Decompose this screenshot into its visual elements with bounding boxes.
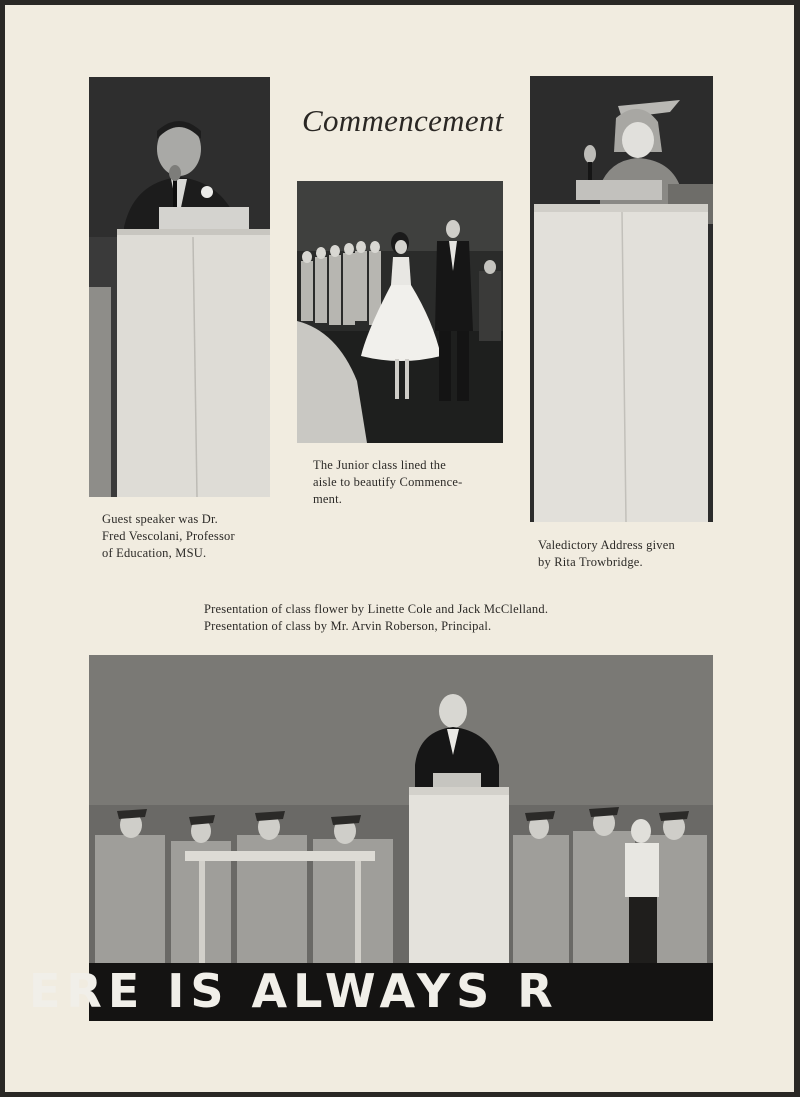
page-title: Commencement (302, 103, 504, 138)
junior-class-photo (297, 181, 503, 443)
caption-line: ment. (313, 492, 343, 506)
guest-speaker-photo (89, 77, 270, 497)
caption-line: aisle to beautify Commence- (313, 475, 463, 489)
valedictory-caption (538, 537, 675, 571)
junior-class-caption (313, 457, 462, 508)
caption-line: by Rita Trowbridge. (538, 555, 643, 569)
stage-photo (29, 655, 713, 1021)
caption-line: Guest speaker was Dr. (102, 512, 218, 526)
stage-caption (204, 601, 548, 635)
yearbook-page (5, 5, 794, 1092)
caption-line: Valedictory Address given (538, 538, 675, 552)
guest-speaker-caption (102, 511, 235, 562)
valedictory-photo (530, 76, 713, 522)
caption-line: Presentation of class flower by Linette Cole and Jack McClelland. (204, 602, 549, 616)
caption-line: Fred Vescolani, Professor (102, 529, 235, 543)
caption-line: of Education, MSU. (102, 546, 207, 560)
caption-line: The Junior class lined the (313, 458, 446, 472)
caption-line: Presentation of class by Mr. Arvin Roberson, Principal. (204, 619, 492, 633)
banner-text: ERE IS ALWAYS R (29, 964, 559, 1018)
